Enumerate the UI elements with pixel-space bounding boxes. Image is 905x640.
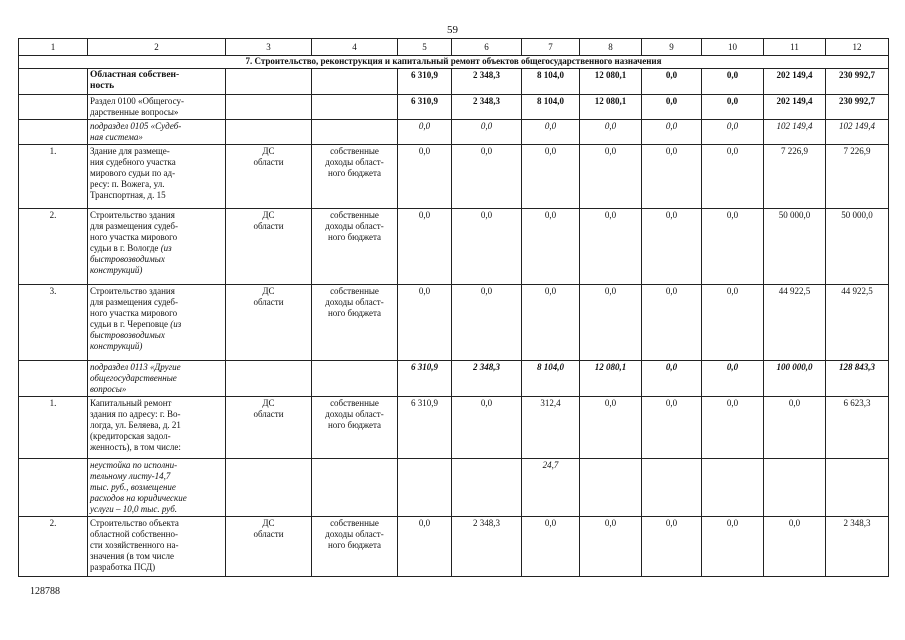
value-cell: 102 149,4: [764, 120, 826, 145]
value-cell: 12 080,1: [580, 95, 642, 120]
value-cell: 24,7: [522, 459, 580, 517]
value-cell: 0,0: [522, 145, 580, 209]
table-row: [19, 397, 889, 459]
value-cell: 0,0: [522, 209, 580, 285]
row-funding-source: собственные доходы област- ного бюджета: [312, 285, 398, 361]
table-row: [19, 517, 889, 577]
col-header: 3: [226, 39, 312, 56]
value-cell: 0,0: [452, 285, 522, 361]
row-funding-source: собственные доходы област- ного бюджета: [312, 397, 398, 459]
value-cell: 0,0: [522, 120, 580, 145]
row-name: Капитальный ремонт здания по адресу: г. Во- логда, ул. Беляева, д. 21 (кредиторская задол- женность), в том числе:: [88, 397, 226, 459]
value-cell: 0,0: [702, 517, 764, 577]
table-row: [19, 69, 889, 95]
value-cell: 12 080,1: [580, 361, 642, 397]
row-number: 1.: [19, 397, 88, 459]
table-row: [19, 459, 889, 517]
value-cell: [826, 459, 889, 517]
row-funding-source: собственные доходы област- ного бюджета: [312, 145, 398, 209]
value-cell: 0,0: [580, 145, 642, 209]
value-cell: 2 348,3: [452, 517, 522, 577]
value-cell: 6 623,3: [826, 397, 889, 459]
value-cell: 0,0: [642, 517, 702, 577]
value-cell: 2 348,3: [826, 517, 889, 577]
value-cell: 0,0: [702, 95, 764, 120]
row-name-note: (из быстровозводимых конструкций): [90, 243, 172, 275]
value-cell: 0,0: [580, 120, 642, 145]
row-funding-source: собственные доходы област- ного бюджета: [312, 517, 398, 577]
row-funding-source: собственные доходы област- ного бюджета: [312, 209, 398, 285]
value-cell: 0,0: [398, 145, 452, 209]
table-row: [19, 209, 889, 285]
row-name: Областная собствен- ность: [88, 69, 226, 95]
value-cell: [642, 459, 702, 517]
row-number: 2.: [19, 517, 88, 577]
row-name: подраздел 0105 «Судеб- ная система»: [88, 120, 226, 145]
value-cell: 8 104,0: [522, 361, 580, 397]
value-cell: 0,0: [702, 209, 764, 285]
section-title-row: [19, 56, 889, 69]
value-cell: 0,0: [580, 517, 642, 577]
value-cell: 102 149,4: [826, 120, 889, 145]
value-cell: 312,4: [522, 397, 580, 459]
value-cell: 0,0: [522, 285, 580, 361]
value-cell: 0,0: [702, 285, 764, 361]
col-header: 11: [764, 39, 826, 56]
value-cell: 100 000,0: [764, 361, 826, 397]
row-organization: ДС области: [226, 145, 312, 209]
value-cell: 0,0: [398, 120, 452, 145]
value-cell: 230 992,7: [826, 69, 889, 95]
value-cell: 2 348,3: [452, 361, 522, 397]
table-row: [19, 145, 889, 209]
row-name: подраздел 0113 «Другие общегосударственные вопросы»: [88, 361, 226, 397]
col-header: 4: [312, 39, 398, 56]
row-name: Здание для размеще- ния судебного участка мирового судьи по ад- ресу: п. Вожега, ул. Транспортная, д. 15: [88, 145, 226, 209]
col-header: 9: [642, 39, 702, 56]
row-name: Строительство объекта областной собственно- сти хозяйственного на- значения (в том числе разработка ПСД): [88, 517, 226, 577]
row-name-cell: [88, 285, 226, 361]
value-cell: 0,0: [702, 397, 764, 459]
col-header: 10: [702, 39, 764, 56]
value-cell: 6 310,9: [398, 397, 452, 459]
value-cell: 6 310,9: [398, 69, 452, 95]
table-row: [19, 361, 889, 397]
document-code: 128788: [30, 586, 60, 597]
row-organization: ДС области: [226, 517, 312, 577]
value-cell: 0,0: [642, 120, 702, 145]
value-cell: 7 226,9: [764, 145, 826, 209]
value-cell: 44 922,5: [826, 285, 889, 361]
value-cell: 6 310,9: [398, 95, 452, 120]
row-organization: ДС области: [226, 397, 312, 459]
value-cell: 0,0: [452, 145, 522, 209]
col-header: 2: [88, 39, 226, 56]
row-name: неустойка по исполни- тельному листу-14,7 тыс. руб., возмещение расходов на юридические услуги – 10,0 тыс. руб.: [88, 459, 226, 517]
value-cell: [398, 459, 452, 517]
row-organization: ДС области: [226, 285, 312, 361]
row-name: Раздел 0100 «Общегосу- дарственные вопросы»: [88, 95, 226, 120]
row-name: Строительство здания для размещения судеб- ного участка мирового судьи в г. Череповце: [90, 286, 178, 329]
value-cell: 0,0: [398, 517, 452, 577]
section-title: 7. Строительство, реконструкция и капитальный ремонт объектов общегосударственного назначения: [19, 56, 889, 69]
row-name-note: (из быстровозводимых конструкций): [90, 319, 182, 351]
value-cell: 0,0: [580, 209, 642, 285]
value-cell: 0,0: [452, 397, 522, 459]
row-number: 2.: [19, 209, 88, 285]
value-cell: 0,0: [702, 69, 764, 95]
value-cell: 44 922,5: [764, 285, 826, 361]
value-cell: 8 104,0: [522, 95, 580, 120]
value-cell: 50 000,0: [826, 209, 889, 285]
value-cell: 0,0: [702, 361, 764, 397]
value-cell: 0,0: [398, 209, 452, 285]
col-header: 1: [19, 39, 88, 56]
value-cell: 8 104,0: [522, 69, 580, 95]
value-cell: 0,0: [642, 69, 702, 95]
row-name: Строительство здания для размещения судеб- ного участка мирового судьи в г. Вологде: [90, 210, 178, 253]
value-cell: 0,0: [642, 145, 702, 209]
value-cell: 0,0: [642, 397, 702, 459]
value-cell: 6 310,9: [398, 361, 452, 397]
row-number: [19, 69, 88, 95]
value-cell: 0,0: [642, 95, 702, 120]
row-number: 1.: [19, 145, 88, 209]
value-cell: 0,0: [642, 209, 702, 285]
row-number: 3.: [19, 285, 88, 361]
value-cell: 0,0: [764, 397, 826, 459]
col-header: 7: [522, 39, 580, 56]
col-header: 6: [452, 39, 522, 56]
value-cell: 0,0: [702, 120, 764, 145]
value-cell: 0,0: [522, 517, 580, 577]
col-header: 8: [580, 39, 642, 56]
row-name-cell: [88, 209, 226, 285]
col-header: 12: [826, 39, 889, 56]
column-number-row: [19, 39, 889, 56]
value-cell: 202 149,4: [764, 95, 826, 120]
value-cell: 50 000,0: [764, 209, 826, 285]
value-cell: 0,0: [764, 517, 826, 577]
row-organization: ДС области: [226, 209, 312, 285]
value-cell: 2 348,3: [452, 69, 522, 95]
col-header: 5: [398, 39, 452, 56]
page-number: 59: [447, 24, 458, 36]
value-cell: 0,0: [398, 285, 452, 361]
table-row: [19, 95, 889, 120]
value-cell: 0,0: [702, 145, 764, 209]
value-cell: 0,0: [580, 285, 642, 361]
value-cell: 0,0: [452, 209, 522, 285]
value-cell: 12 080,1: [580, 69, 642, 95]
value-cell: 7 226,9: [826, 145, 889, 209]
value-cell: 0,0: [580, 397, 642, 459]
value-cell: 0,0: [642, 285, 702, 361]
value-cell: [580, 459, 642, 517]
value-cell: [702, 459, 764, 517]
value-cell: 0,0: [642, 361, 702, 397]
budget-table: [18, 38, 889, 577]
value-cell: [764, 459, 826, 517]
value-cell: 2 348,3: [452, 95, 522, 120]
value-cell: 202 149,4: [764, 69, 826, 95]
value-cell: 230 992,7: [826, 95, 889, 120]
table-row: [19, 285, 889, 361]
value-cell: [452, 459, 522, 517]
table-row: [19, 120, 889, 145]
value-cell: 0,0: [452, 120, 522, 145]
value-cell: 128 843,3: [826, 361, 889, 397]
